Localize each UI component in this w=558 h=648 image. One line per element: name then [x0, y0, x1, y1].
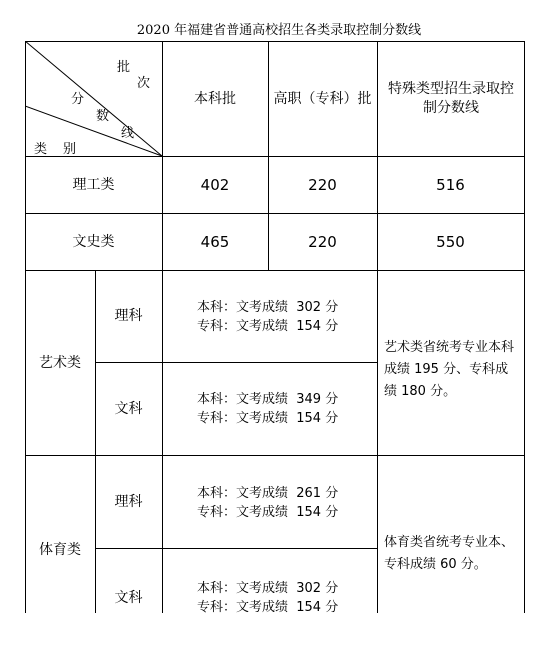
- art-liberal-vocational-line: 专科：文考成绩 154 分: [197, 411, 339, 426]
- science-vocational-score: 220: [308, 175, 337, 194]
- corner-score-char: 分: [71, 92, 85, 107]
- corner-category-char: 类: [34, 142, 48, 157]
- art-note: 艺术类省统考专业本科成绩 195 分、专科成绩 180 分。: [384, 340, 515, 399]
- art-sub-liberal: 文科: [114, 400, 143, 417]
- header-vocational: 高职（专科）批: [273, 90, 372, 107]
- corner-batch-char: 次: [137, 76, 151, 91]
- art-liberal-undergrad-line: 本科：文考成绩 349 分: [197, 392, 339, 407]
- header-undergrad: 本科批: [194, 90, 236, 107]
- art-sub-science: 理科: [114, 308, 143, 324]
- pe-liberal-undergrad-line: 本科：文考成绩 302 分: [197, 581, 339, 596]
- science-undergrad-score: 402: [200, 175, 230, 194]
- table-border-right: [524, 41, 525, 613]
- pe-sub-science: 理科: [114, 493, 143, 510]
- row-label-art: 艺术类: [39, 354, 81, 371]
- row-label-pe: 体育类: [39, 542, 81, 558]
- liberal-vocational-score: 220: [308, 232, 337, 251]
- pe-science-vocational-line: 专科：文考成绩 154 分: [197, 505, 339, 520]
- row-label-liberal: 文史类: [72, 233, 115, 250]
- row-label-science: 理工类: [72, 176, 115, 193]
- pe-science-undergrad-line: 本科：文考成绩 261 分: [197, 486, 339, 501]
- corner-score-char: 数: [96, 109, 110, 124]
- art-science-vocational-line: 专科：文考成绩 154 分: [197, 319, 339, 334]
- page-title: 2020 年福建省普通高校招生各类录取控制分数线: [136, 23, 422, 38]
- header-special: 特殊类型招生录取控制分数线: [388, 80, 514, 116]
- pe-liberal-vocational-line: 专科：文考成绩 154 分: [197, 600, 339, 615]
- pe-sub-liberal: 文科: [114, 590, 143, 606]
- corner-category-char: 别: [63, 142, 77, 157]
- science-special-score: 516: [436, 175, 465, 194]
- corner-score-char: 线: [121, 126, 135, 141]
- col-divider: [377, 41, 378, 613]
- pe-note: 体育类省统考专业本、专科成绩 60 分。: [384, 535, 515, 572]
- art-science-undergrad-line: 本科：文考成绩 302 分: [197, 300, 339, 315]
- liberal-undergrad-score: 465: [200, 232, 230, 251]
- liberal-special-score: 550: [436, 232, 465, 251]
- corner-batch-char: 批: [117, 60, 131, 75]
